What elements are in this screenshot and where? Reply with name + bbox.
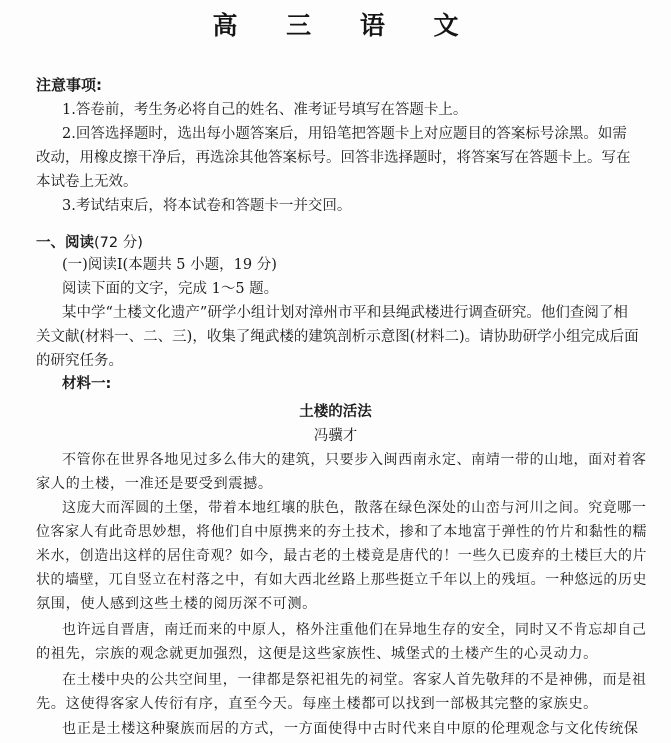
section-heading-label: 一、阅读 [36, 235, 94, 251]
notice-line: 2.回答选择题时，选出每小题答案后，用铅笔把答题卡上对应题目的答案标号涂黑。如需 [62, 126, 627, 142]
notice-line: 3.考试结束后，将本试卷和答题卡一并交回。 [62, 198, 352, 214]
section-score: (72 分) [94, 235, 143, 251]
intro-line: 某中学“土楼文化遗产”研学小组计划对漳州市平和县绳武楼进行调查研究。他们查阅了相 [62, 305, 628, 321]
article-line: 的祖先，宗族的观念就更加强烈，这便是这些家族性、城堡式的土楼产生的心灵动力。 [36, 646, 598, 662]
article-title: 土楼的活法 [299, 404, 372, 420]
article-line: 在土楼中央的公共空间里，一律都是祭祀祖先的祠堂。客家人首先敬拜的不是神佛，而是祖 [62, 672, 647, 688]
notice-line: 1.答卷前，考生务必将自己的姓名、准考证号填写在答题卡上。 [62, 102, 468, 118]
article-line: 这庞大而浑圆的土堡，带着本地红壤的肤色，散落在绿色深处的山峦与河川之间。究竟哪一 [62, 500, 647, 516]
article-line: 不管你在世界各地见过多么伟大的建筑，只要步入闽西南永定、南靖一带的山地，面对着客 [62, 452, 647, 468]
material-label: 材料一: [62, 376, 112, 392]
intro-line: 的研究任务。 [36, 353, 123, 369]
article-line: 氛围，使人感到这些土楼的阅历深不可测。 [36, 596, 317, 612]
article-author: 冯骥才 [313, 428, 358, 444]
notice-line: 改动，用橡皮擦干净后，再选涂其他答案标号。回答非选择题时，将答案写在答题卡上。写在 [36, 150, 631, 166]
article-line: 也许远自晋唐，南迁而来的中原人，格外注重他们在异地生存的安全，同时又不肯忘却自己 [62, 622, 647, 638]
subsection-heading: (一)阅读Ⅰ(本题共 5 小题，19 分) [62, 257, 277, 273]
article-line: 先。这使得客家人传衍有序，直至今天。每座土楼都可以找到一部极其完整的家族史。 [36, 696, 598, 712]
notice-line: 本试卷上无效。 [36, 174, 138, 190]
article-line: 状的墙壁，兀自竖立在村落之中，有如大西北丝路上那些挺立千年以上的残垣。一种悠远的历史 [36, 572, 648, 588]
section-heading [36, 231, 143, 252]
notice-heading: 注意事项: [36, 76, 102, 94]
article-line: 家人的土楼，一准还是要受到震撼。 [36, 476, 273, 492]
intro-line: 关文献(材料一、二、三)，收集了绳武楼的建筑剖析示意图(材料二)。请协助研学小组完成后面 [36, 329, 639, 345]
instruction-text: 阅读下面的文字，完成 1～5 题。 [62, 281, 279, 297]
page-title: 高 三 语 文 [212, 11, 479, 40]
article-line: 也正是土楼这种聚族而居的方式，一方面使得中古时代来自中原的伦理观念与文化传统保 [62, 721, 639, 737]
article-line: 位客家人有此奇思妙想，将他们自中原携来的夯土技术，掺和了本地富于弹性的竹片和黏性的糯 [36, 524, 648, 540]
article-line: 米水，创造出这样的居住奇观？如今，最古老的土楼竟是唐代的！一些久已废弃的土楼巨大的片 [36, 548, 648, 564]
